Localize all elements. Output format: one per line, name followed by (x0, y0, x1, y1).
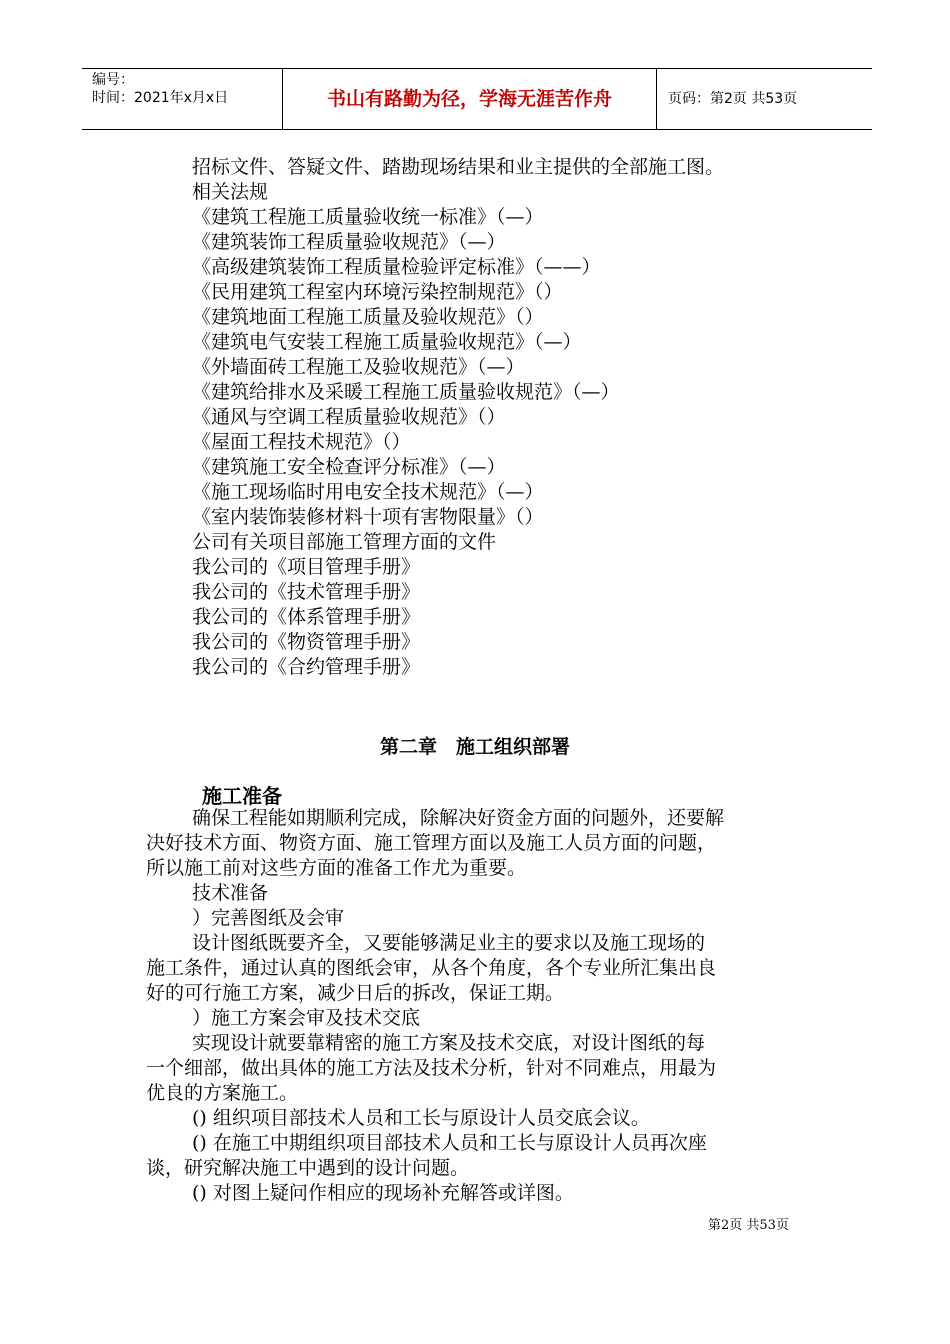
manual-item: 我公司的《项目管理手册》 (192, 556, 421, 578)
body-line: 实现设计就要靠精密的施工方案及技术交底，对设计图纸的每 (192, 1032, 706, 1054)
body-line: 招标文件、答疑文件、踏勘现场结果和业主提供的全部施工图。 (192, 156, 725, 178)
body-line: () 对图上疑问作相应的现场补充解答或详图。 (192, 1182, 574, 1204)
body-line: () 组织项目部技术人员和工长与原设计人员交底会议。 (192, 1107, 650, 1129)
header-divider (656, 69, 657, 129)
body-line: 好的可行施工方案，减少日后的拆改，保证工期。 (146, 982, 565, 1004)
subheading: ）施工方案会审及技术交底 (192, 1007, 421, 1029)
body-line: 所以施工前对这些方面的准备工作尤为重要。 (146, 857, 527, 879)
regulation-item: 《屋面工程技术规范》（） (192, 431, 411, 453)
section-title: 施工准备 (202, 784, 282, 808)
regulation-item: 《外墙面砖工程施工及验收规范》（—） (192, 356, 525, 378)
chapter-title: 第二章 施工组织部署 (379, 736, 570, 758)
body-line: 优良的方案施工。 (146, 1082, 299, 1104)
document-date: 时间：2021年x月x日 (92, 90, 229, 106)
regulation-item: 《建筑给排水及采暖工程施工质量验收规范》（—） (192, 381, 620, 403)
manual-item: 我公司的《物资管理手册》 (192, 631, 421, 653)
subheading: 技术准备 (192, 882, 269, 904)
subheading: 相关法规 (192, 181, 269, 203)
regulation-item: 《建筑施工安全检查评分标准》（—） (192, 456, 506, 478)
body-line: 谈，研究解决施工中遇到的设计问题。 (146, 1157, 470, 1179)
regulation-item: 《建筑地面工程施工质量及验收规范》（） (192, 306, 544, 328)
manual-item: 我公司的《体系管理手册》 (192, 606, 421, 628)
regulation-item: 《通风与空调工程质量验收规范》（） (192, 406, 506, 428)
header-page-info: 页码：第2页 共53页 (668, 91, 798, 107)
subheading: ）完善图纸及会审 (192, 907, 345, 929)
regulation-item: 《施工现场临时用电安全技术规范》（—） (192, 481, 544, 503)
page-header (82, 68, 872, 130)
document-number-label: 编号： (92, 72, 134, 88)
regulation-item: 《建筑电气安装工程施工质量验收规范》（—） (192, 331, 582, 353)
body-line: 确保工程能如期顺利完成，除解决好资金方面的问题外，还要解 (192, 807, 725, 829)
regulation-item: 《民用建筑工程室内环境污染控制规范》（） (192, 281, 563, 303)
body-line: 设计图纸既要齐全，又要能够满足业主的要求以及施工现场的 (192, 932, 706, 954)
regulation-item: 《高级建筑装饰工程质量检验评定标准》（——） (192, 256, 601, 278)
manual-item: 我公司的《合约管理手册》 (192, 656, 421, 678)
regulation-item: 《室内装饰装修材料十项有害物限量》（） (192, 506, 544, 528)
regulation-item: 《建筑工程施工质量验收统一标准》（—） (192, 206, 544, 228)
regulation-item: 《建筑装饰工程质量验收规范》（—） (192, 231, 506, 253)
header-meta (92, 71, 228, 107)
body-line: () 在施工中期组织项目部技术人员和工长与原设计人员再次座 (192, 1132, 707, 1154)
subheading: 公司有关项目部施工管理方面的文件 (192, 531, 497, 553)
body-line: 决好技术方面、物资方面、施工管理方面以及施工人员方面的问题， (146, 832, 717, 854)
body-line: 施工条件，通过认真的图纸会审，从各个角度，各个专业所汇集出良 (146, 957, 717, 979)
body-line: 一个细部，做出具体的施工方法及技术分析，针对不同难点，用最为 (146, 1057, 717, 1079)
manual-item: 我公司的《技术管理手册》 (192, 581, 421, 603)
header-slogan: 书山有路勤为径，学海无涯苦作舟 (326, 88, 612, 110)
page-footer: 第2页 共53页 (708, 1218, 789, 1233)
